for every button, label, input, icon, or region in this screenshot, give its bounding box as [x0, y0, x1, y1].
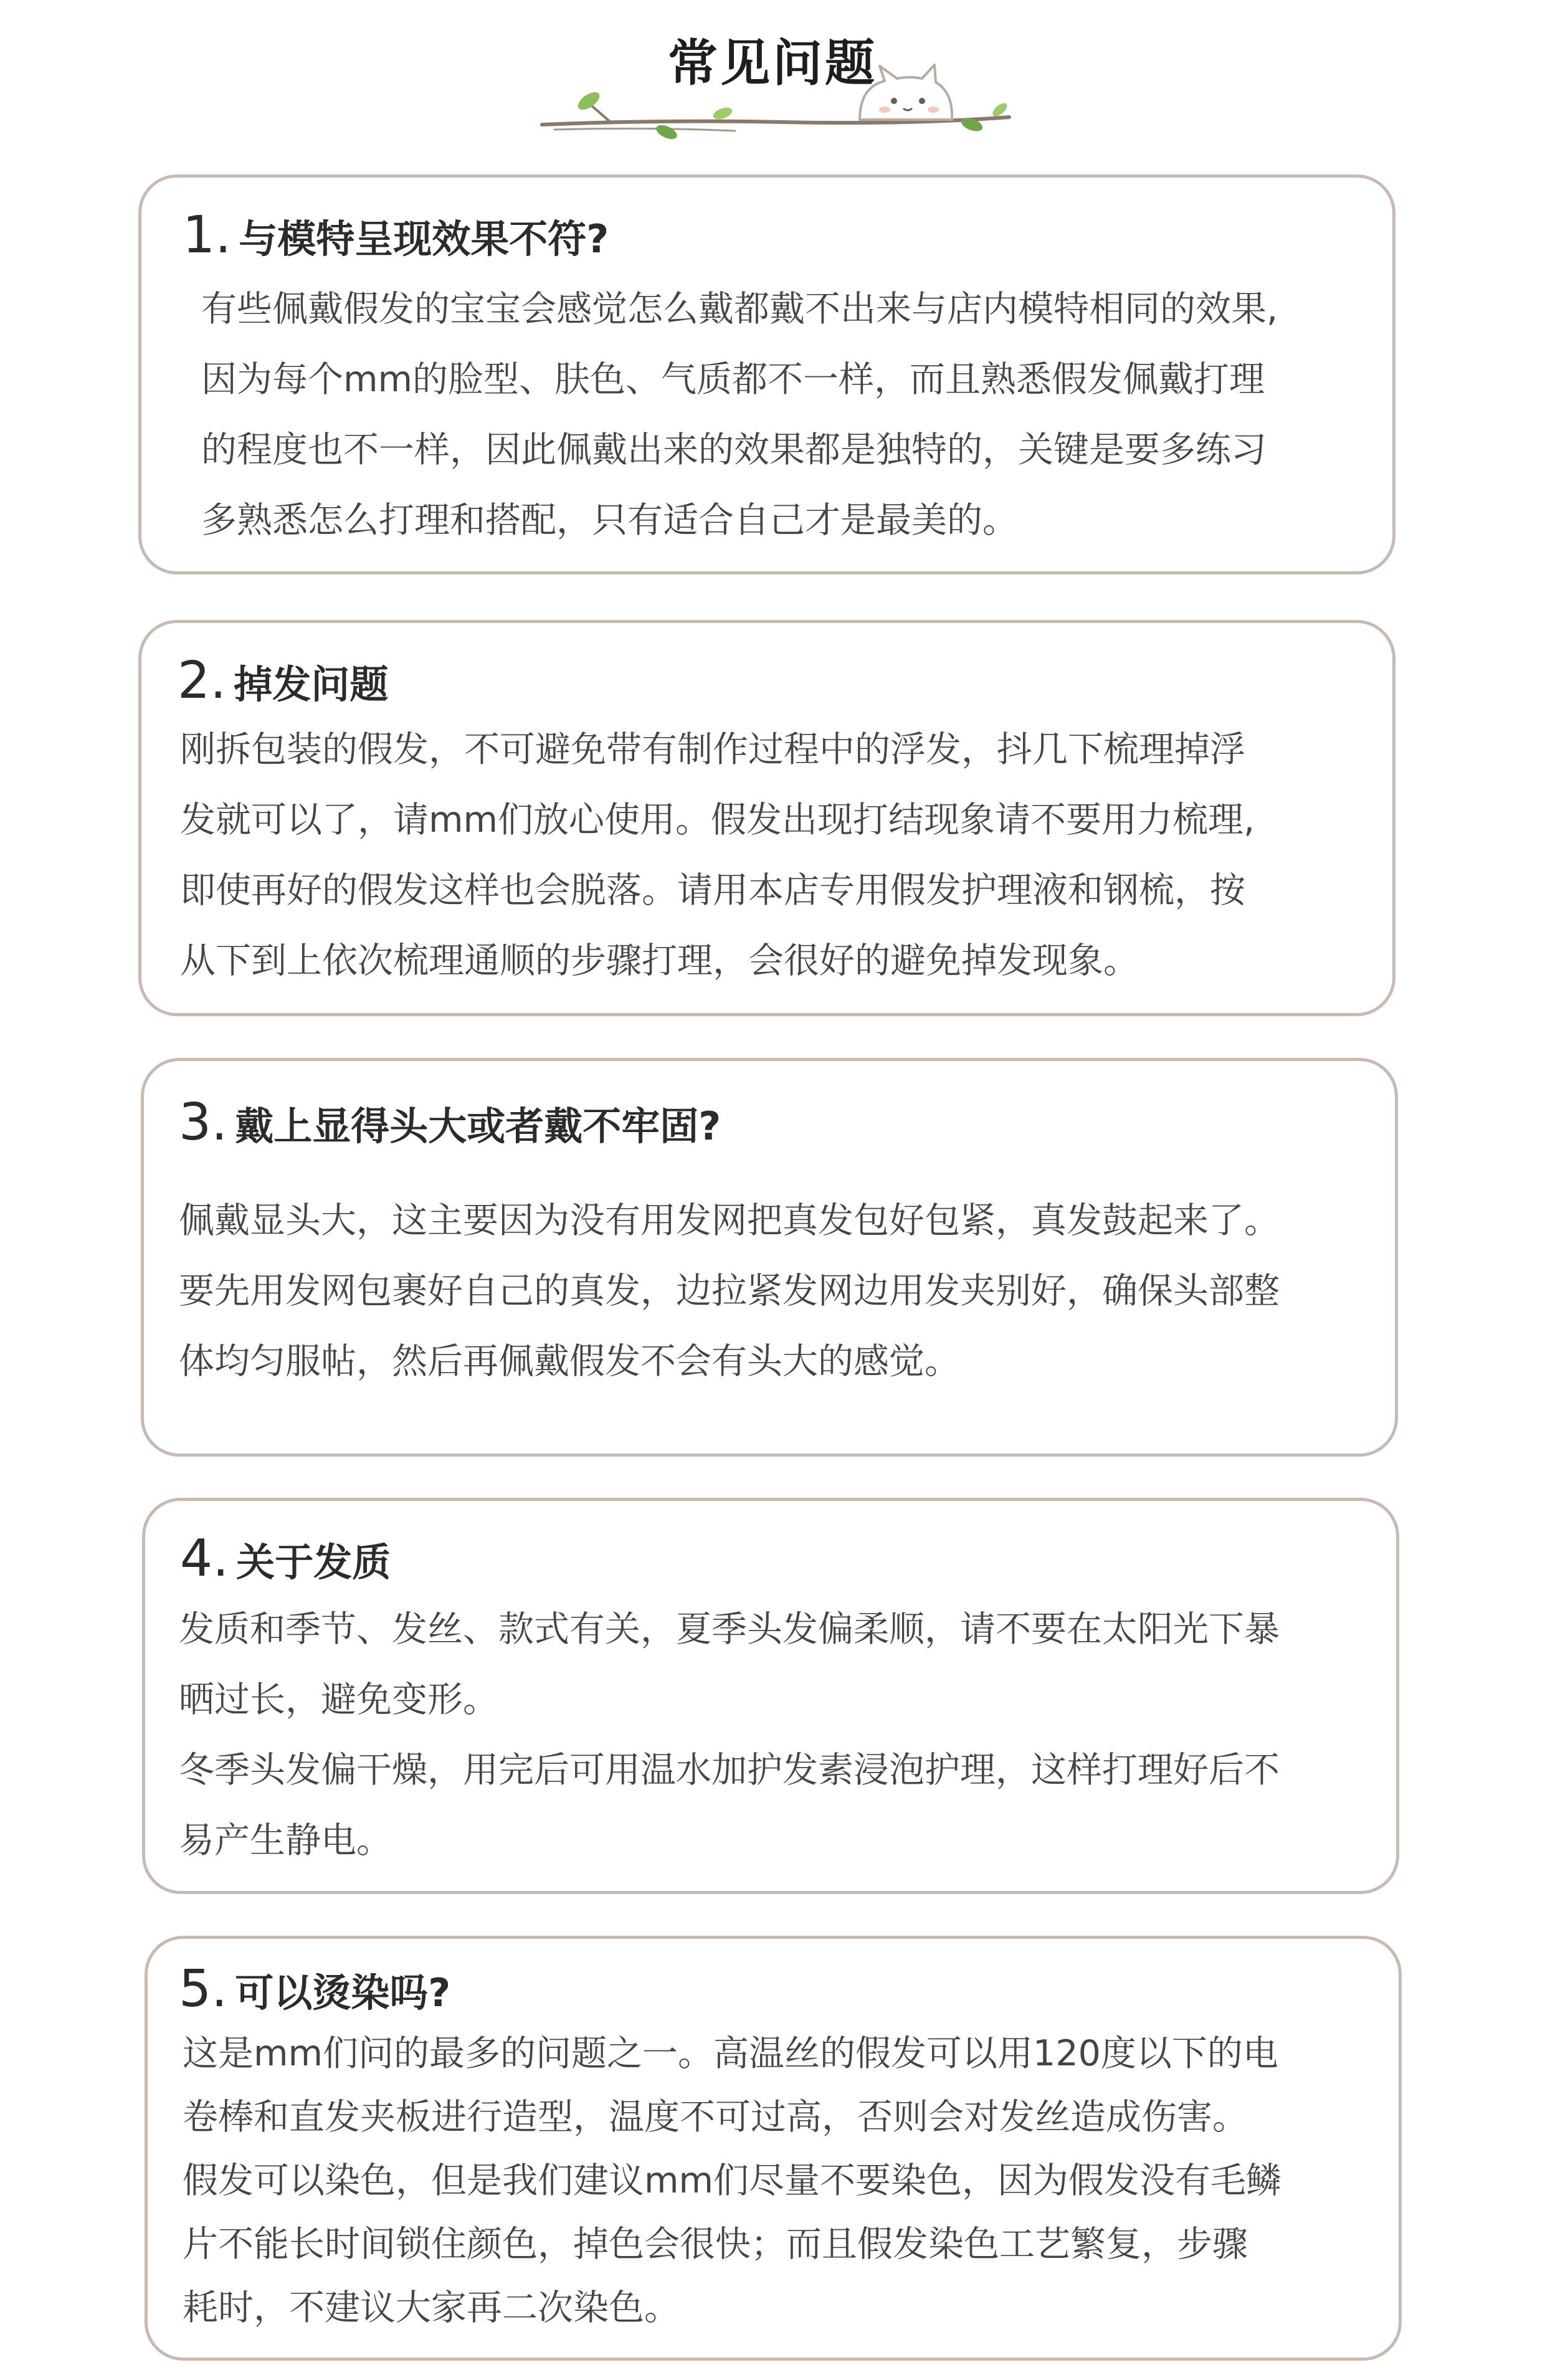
faq-line: 假发可以染色，但是我们建议mm们尽量不要染色，因为假发没有毛鳞 — [183, 2160, 1282, 2201]
faq-number: 1. — [183, 206, 232, 265]
faq-line: 卷棒和直发夹板进行造型，温度不可过高，否则会对发丝造成伤害。 — [183, 2097, 1248, 2138]
faq-line: 体均匀服帖，然后再佩戴假发不会有头大的感觉。 — [179, 1341, 960, 1382]
faq-number: 4. — [180, 1529, 229, 1588]
faq-line: 即使再好的假发这样也会脱落。请用本店专用假发护理液和钢梳，按 — [180, 870, 1245, 911]
faq-line: 多熟悉怎么打理和搭配，只有适合自己才是最美的。 — [201, 500, 1018, 541]
faq-number: 2. — [178, 651, 227, 710]
faq-card-1 — [138, 174, 1395, 574]
faq-title-text: 戴上显得头大或者戴不牢固? — [235, 1103, 721, 1149]
faq-line: 的程度也不一样，因此佩戴出来的效果都是独特的，关键是要多练习 — [201, 429, 1267, 470]
faq-line: 从下到上依次梳理通顺的步骤打理，会很好的避免掉发现象。 — [180, 940, 1139, 981]
branch-cat-decoration-icon — [536, 62, 1022, 156]
faq-line: 因为每个mm的脸型、肤色、气质都不一样，而且熟悉假发佩戴打理 — [201, 359, 1265, 400]
faq-line: 刚拆包装的假发，不可避免带有制作过程中的浮发，抖几下梳理掉浮 — [180, 729, 1245, 770]
faq-line: 这是mm们问的最多的问题之一。高温丝的假发可以用120度以下的电 — [183, 2033, 1278, 2074]
page-header — [0, 0, 1545, 162]
faq-card-5 — [145, 1936, 1402, 2361]
faq-line: 发就可以了，请mm们放心使用。假发出现打结现象请不要用力梳理, — [180, 799, 1255, 840]
faq-card-3 — [141, 1058, 1398, 1457]
faq-line: 要先用发网包裹好自己的真发，边拉紧发网边用发夹别好，确保头部整 — [179, 1270, 1280, 1311]
faq-title — [178, 651, 389, 710]
faq-line: 易产生静电。 — [179, 1820, 392, 1861]
faq-line: 冬季头发偏干燥，用完后可用温水加护发素浸泡护理，这样打理好后不 — [179, 1749, 1280, 1791]
faq-line: 佩戴显头大，这主要因为没有用发网把真发包好包紧，真发鼓起来了。 — [179, 1200, 1280, 1241]
faq-title — [183, 206, 609, 265]
faq-line: 有些佩戴假发的宝宝会感觉怎么戴都戴不出来与店内模特相同的效果, — [201, 288, 1278, 330]
faq-line: 耗时，不建议大家再二次染色。 — [183, 2287, 680, 2328]
faq-title — [179, 1959, 451, 2019]
faq-card-4 — [142, 1498, 1399, 1894]
faq-title-text: 关于发质 — [236, 1540, 391, 1585]
faq-line: 发质和季节、发丝、款式有关，夏季头发偏柔顺，请不要在太阳光下暴 — [179, 1609, 1280, 1650]
faq-title-text: 可以烫染吗? — [235, 1970, 451, 2016]
faq-line: 片不能长时间锁住颜色，掉色会很快；而且假发染色工艺繁复，步骤 — [183, 2224, 1248, 2265]
page-title: 常见问题 — [668, 34, 877, 92]
faq-title-text: 掉发问题 — [234, 662, 389, 707]
faq-number: 5. — [179, 1959, 228, 2019]
faq-number: 3. — [179, 1093, 228, 1152]
faq-title — [180, 1529, 391, 1588]
faq-line: 晒过长，避免变形。 — [179, 1679, 498, 1720]
faq-title — [179, 1093, 721, 1152]
faq-card-2 — [138, 620, 1395, 1016]
faq-title-text: 与模特呈现效果不符? — [239, 216, 609, 262]
